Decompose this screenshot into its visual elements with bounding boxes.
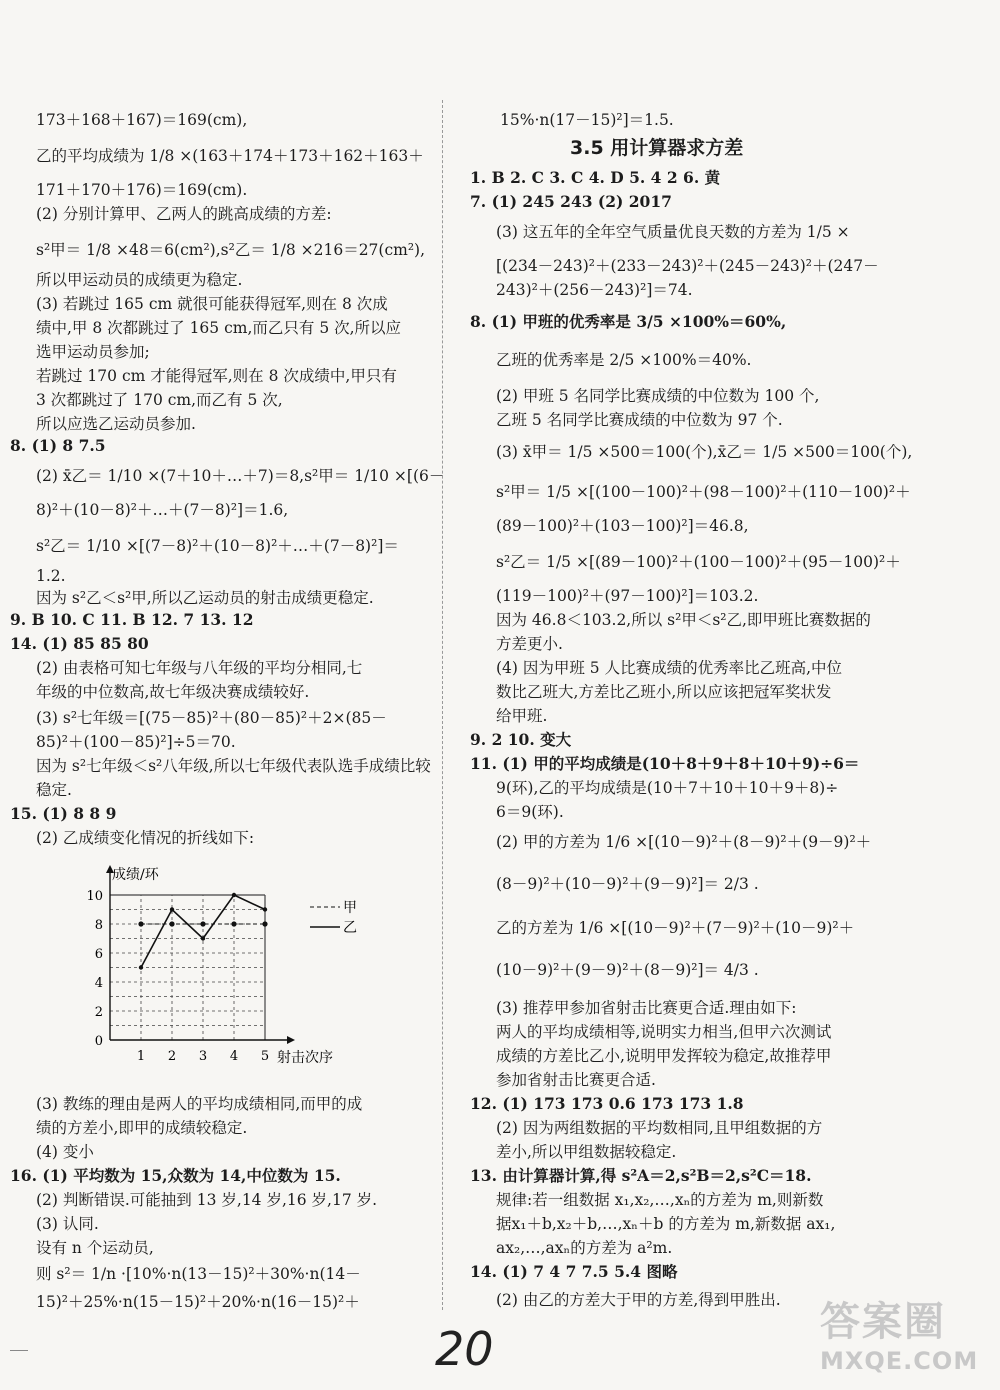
y-tick-label: 0: [94, 1034, 103, 1049]
text-line: 243)²＋(256－243)²]＝74.: [496, 281, 693, 299]
watermark-url: MXQE.COM: [820, 1347, 979, 1375]
text-line: 参加省射击比赛更合适.: [496, 1071, 656, 1089]
data-point-乙: [201, 936, 205, 940]
text-line: 差小,所以甲组数据较稳定.: [496, 1143, 677, 1161]
text-line: (2) 判断错误.可能抽到 13 岁,14 岁,16 岁,17 岁.: [36, 1191, 378, 1209]
footer-rule: [10, 1350, 28, 1351]
data-point-甲: [138, 921, 143, 926]
text-line: 则 s²＝ 1/n ·[10%·n(13－15)²＋30%·n(14－: [36, 1265, 361, 1283]
text-line: (2) 分别计算甲、乙两人的跳高成绩的方差:: [36, 205, 332, 223]
answer-12: 12. (1) 173 173 0.6 173 173 1.8: [470, 1094, 744, 1113]
answer-13: 13. 由计算器计算,得 s²A＝2,s²B＝2,s²C＝18.: [470, 1166, 812, 1185]
text-line: 绩中,甲 8 次都跳过了 165 cm,而乙只有 5 次,所以应: [36, 319, 402, 337]
text-line: 乙班 5 名同学比赛成绩的中位数为 97 个.: [496, 411, 783, 429]
y-tick-label: 4: [94, 976, 103, 991]
text-line: 15%·n(17－15)²]＝1.5.: [500, 111, 674, 129]
text-line: (2) 甲的方差为 1/6 ×[(10－9)²＋(8－9)²＋(9－9)²＋: [496, 833, 872, 851]
text-line: (3) 教练的理由是两人的平均成绩相同,而甲的成: [36, 1095, 363, 1113]
text-line: (10－9)²＋(9－9)²＋(8－9)²]＝ 4/3 .: [496, 961, 759, 979]
data-point-乙: [139, 965, 143, 969]
data-point-甲: [200, 921, 205, 926]
text-line: (8－9)²＋(10－9)²＋(9－9)²]＝ 2/3 .: [496, 875, 759, 893]
x-axis-arrow: [287, 1036, 295, 1044]
answer-7: 7. (1) 245 243 (2) 2017: [470, 192, 672, 211]
text-line: 乙班的优秀率是 2/5 ×100%＝40%.: [496, 351, 752, 369]
watermark-title: 答案圈: [820, 1299, 946, 1345]
line-chart: [30, 840, 360, 1100]
answer-15: 15. (1) 8 8 9: [10, 804, 117, 823]
text-line: 给甲班.: [496, 707, 548, 725]
answers-9-10: 9. 2 10. 变大: [470, 730, 572, 749]
page-number: 20: [435, 1322, 494, 1376]
x-tick-label: 3: [198, 1049, 208, 1064]
answer-14: 14. (1) 7 4 7 7.5 5.4 图略: [470, 1262, 678, 1281]
legend-label: 乙: [343, 920, 357, 936]
text-line: (2) x̄乙＝ 1/10 ×(7＋10＋…＋7)＝8,s²甲＝ 1/10 ×[(6－: [36, 467, 445, 485]
text-line: s²乙＝ 1/5 ×[(89－100)²＋(100－100)²＋(95－100)²＋: [496, 553, 901, 571]
data-point-甲: [169, 921, 174, 926]
text-line: (119－100)²＋(97－100)²]＝103.2.: [496, 587, 759, 605]
text-line: 1.2.: [36, 567, 66, 585]
text-line: (2) 由乙的方差大于甲的方差,得到甲胜出.: [496, 1291, 781, 1309]
x-axis-label: 射击次序: [277, 1050, 333, 1066]
x-tick-label: 1: [136, 1049, 146, 1064]
text-line: 所以应选乙运动员参加.: [36, 415, 196, 433]
text-line: s²甲＝ 1/8 ×48＝6(cm²),s²乙＝ 1/8 ×216＝27(cm²),: [36, 241, 426, 259]
answers-1-6: 1. B 2. C 3. C 4. D 5. 4 2 6. 黄: [470, 168, 721, 187]
text-line: 乙的方差为 1/6 ×[(10－9)²＋(7－9)²＋(10－9)²＋: [496, 919, 855, 937]
text-line: 据x₁＋b,x₂＋b,…,xₙ＋b 的方差为 m,新数据 ax₁,: [496, 1215, 836, 1233]
y-tick-label: 10: [86, 889, 103, 904]
text-line: 因为 s²乙＜s²甲,所以乙运动员的射击成绩更稳定.: [36, 589, 374, 607]
text-line: 因为 s²七年级＜s²八年级,所以七年级代表队选手成绩比较: [36, 757, 431, 775]
watermark-logo: [820, 1290, 978, 1375]
text-line: (3) 推荐甲参加省射击比赛更合适.理由如下:: [496, 999, 797, 1017]
text-line: 年级的中位数高,故七年级决赛成绩较好.: [36, 683, 310, 701]
text-line: (3) s²七年级＝[(75－85)²＋(80－85)²＋2×(85－: [36, 709, 387, 727]
text-line: 3 次都跳过了 170 cm,而乙有 5 次,: [36, 391, 283, 409]
text-line: 9(环),乙的平均成绩是(10＋7＋10＋10＋9＋8)÷: [496, 779, 839, 797]
column-divider: [442, 100, 443, 1310]
data-point-乙: [263, 907, 267, 911]
text-line: 乙的平均成绩为 1/8 ×(163＋174＋173＋162＋163＋: [36, 147, 424, 165]
legend-label: 甲: [343, 900, 357, 916]
text-line: 稳定.: [36, 781, 72, 799]
text-line: 85)²＋(100－85)²]÷5＝70.: [36, 733, 236, 751]
text-line: 绩的方差小,即甲的成绩较稳定.: [36, 1119, 248, 1137]
section-heading: 3.5 用计算器求方差: [570, 137, 744, 159]
data-point-甲: [231, 921, 236, 926]
x-tick-label: 4: [229, 1049, 239, 1064]
text-line: (2) 由表格可知七年级与八年级的平均分相同,七: [36, 659, 363, 677]
x-tick-label: 5: [260, 1049, 270, 1064]
text-line: 因为 46.8＜103.2,所以 s²甲＜s²乙,即甲班比赛数据的: [496, 611, 871, 629]
text-line: 8)²＋(10－8)²＋…＋(7－8)²]＝1.6,: [36, 501, 289, 519]
text-line: (2) 甲班 5 名同学比赛成绩的中位数为 100 个,: [496, 387, 820, 405]
text-line: (89－100)²＋(103－100)²]＝46.8,: [496, 517, 749, 535]
text-line: (2) 乙成绩变化情况的折线如下:: [36, 829, 255, 847]
answer-11: 11. (1) 甲的平均成绩是(10＋8＋9＋8＋10＋9)÷6＝: [470, 754, 860, 773]
data-point-乙: [232, 893, 236, 897]
chart-legend: [310, 900, 357, 936]
y-tick-label: 6: [94, 947, 103, 962]
text-line: (3) 认同.: [36, 1215, 99, 1233]
text-line: 173＋168＋167)＝169(cm),: [36, 111, 248, 129]
text-line: (3) 若跳过 165 cm 就很可能获得冠军,则在 8 次成: [36, 295, 388, 313]
text-line: 两人的平均成绩相等,说明实力相当,但甲六次测试: [496, 1023, 832, 1041]
chart-grid: [110, 895, 265, 1040]
answer-8: 8. (1) 8 7.5: [10, 436, 106, 455]
text-line: s²甲＝ 1/5 ×[(100－100)²＋(98－100)²＋(110－100)²＋: [496, 483, 911, 501]
text-line: (4) 因为甲班 5 人比赛成绩的优秀率比乙班高,中位: [496, 659, 843, 677]
text-line: 6＝9(环).: [496, 803, 564, 821]
text-line: 15)²＋25%·n(15－15)²＋20%·n(16－15)²＋: [36, 1293, 360, 1311]
text-line: 若跳过 170 cm 才能得冠军,则在 8 次成绩中,甲只有: [36, 367, 397, 385]
answer-8: 8. (1) 甲班的优秀率是 3/5 ×100%＝60%,: [470, 312, 787, 331]
x-tick-label: 2: [167, 1049, 177, 1064]
text-line: 设有 n 个运动员,: [36, 1239, 154, 1257]
text-line: (3) 这五年的全年空气质量优良天数的方差为 1/5 ×: [496, 223, 850, 241]
text-line: 方差更小.: [496, 635, 563, 653]
answer-14: 14. (1) 85 85 80: [10, 634, 149, 653]
text-line: (4) 变小: [36, 1143, 94, 1161]
y-tick-label: 2: [94, 1005, 103, 1020]
text-line: 规律:若一组数据 x₁,x₂,…,xₙ的方差为 m,则新数: [496, 1191, 824, 1209]
data-point-乙: [170, 907, 174, 911]
answer-16: 16. (1) 平均数为 15,众数为 14,中位数为 15.: [10, 1166, 341, 1185]
text-line: s²乙＝ 1/10 ×[(7－8)²＋(10－8)²＋…＋(7－8)²]＝: [36, 537, 399, 555]
text-line: [(234－243)²＋(233－243)²＋(245－243)²＋(247－: [496, 257, 879, 275]
text-line: (2) 因为两组数据的平均数相同,且甲组数据的方: [496, 1119, 823, 1137]
text-line: (3) x̄甲＝ 1/5 ×500＝100(个),x̄乙＝ 1/5 ×500＝100(个),: [496, 443, 913, 461]
y-axis-label: 成绩/环: [112, 867, 159, 883]
answers-9-13: 9. B 10. C 11. B 12. 7 13. 12: [10, 610, 254, 629]
text-line: 171＋170＋176)＝169(cm).: [36, 181, 248, 199]
data-point-甲: [262, 921, 267, 926]
text-line: ax₂,…,axₙ的方差为 a²m.: [496, 1239, 673, 1257]
text-line: 选甲运动员参加;: [36, 343, 150, 361]
text-line: 数比乙班大,方差比乙班小,所以应该把冠军奖状发: [496, 683, 832, 701]
text-line: 所以甲运动员的成绩更为稳定.: [36, 271, 243, 289]
y-tick-label: 8: [94, 918, 103, 933]
text-line: 成绩的方差比乙小,说明甲发挥较为稳定,故推荐甲: [496, 1047, 832, 1065]
